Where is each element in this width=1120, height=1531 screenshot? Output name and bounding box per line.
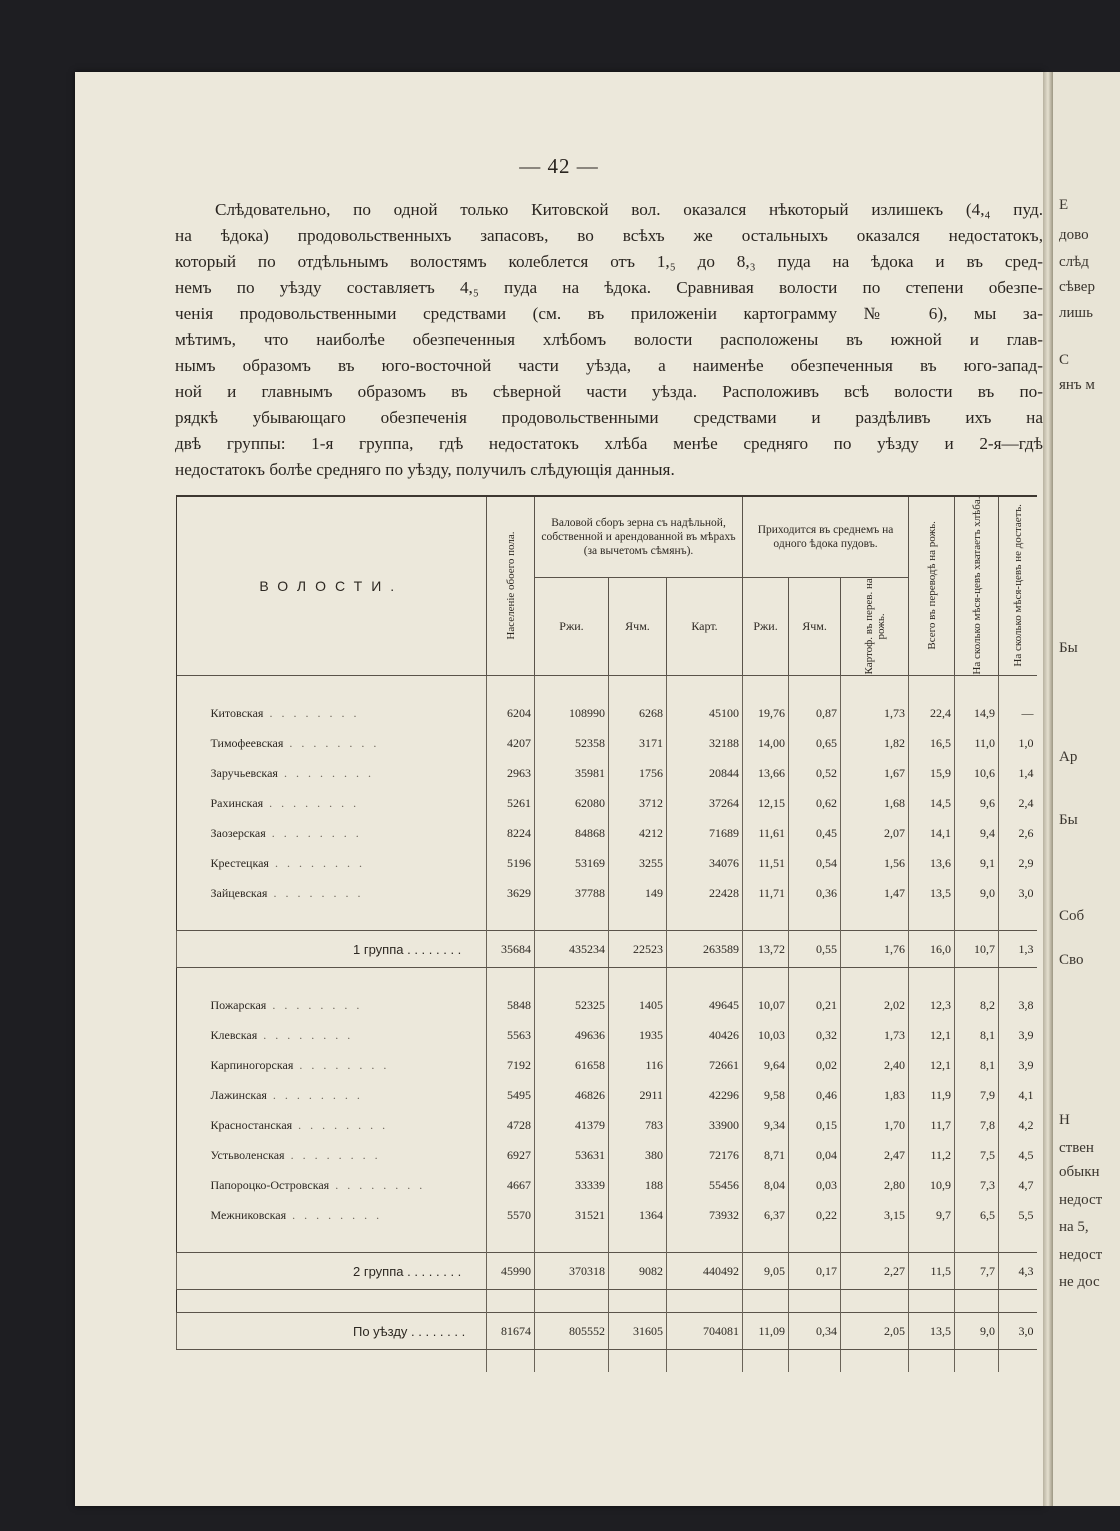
table-total-row (177, 1313, 1037, 1350)
cell-p: 1,68 (841, 788, 909, 818)
cell-t: 11,2 (909, 1140, 955, 1170)
table-row (177, 1140, 1037, 1170)
cell-s: 4,1 (999, 1080, 1037, 1110)
cell-potato: 71689 (667, 818, 743, 848)
cell-b: 0,62 (789, 788, 841, 818)
cell-t: 10,9 (909, 1170, 955, 1200)
cell-s: 1,3 (999, 931, 1037, 968)
cell-barley: 3712 (609, 788, 667, 818)
cell-barley: 149 (609, 878, 667, 908)
volost-name: 2 группа . . . . . . . . (177, 1253, 487, 1290)
cell-rye: 49636 (535, 1020, 609, 1050)
cell-p: 1,73 (841, 698, 909, 728)
cell-potato: 45100 (667, 698, 743, 728)
cell-barley: 4212 (609, 818, 667, 848)
cell-b: 0,15 (789, 1110, 841, 1140)
cell-t: 15,9 (909, 758, 955, 788)
cell-r: 11,09 (743, 1313, 789, 1350)
volost-name: Заручьевская . . . . . . . . (210, 765, 374, 780)
cell-b: 0,02 (789, 1050, 841, 1080)
cell-potato: 22428 (667, 878, 743, 908)
cell-pop: 35684 (487, 931, 535, 968)
cell-barley: 1935 (609, 1020, 667, 1050)
cell-pop: 45990 (487, 1253, 535, 1290)
volost-name: Тимофеевская . . . . . . . . (210, 735, 380, 750)
cell-barley: 188 (609, 1170, 667, 1200)
cell-potato: 263589 (667, 931, 743, 968)
cell-b: 0,45 (789, 818, 841, 848)
table-row (177, 1170, 1037, 1200)
cell-rye: 805552 (535, 1313, 609, 1350)
header-population: Населеніе обоего пола. (487, 496, 535, 676)
cell-p: 2,27 (841, 1253, 909, 1290)
spacer-row (177, 1230, 1037, 1253)
table-row (177, 990, 1037, 1020)
cell-rye: 84868 (535, 818, 609, 848)
cell-r: 9,64 (743, 1050, 789, 1080)
next-page-fragment: не дос (1059, 1274, 1100, 1290)
cell-m: 11,0 (955, 728, 999, 758)
volost-name: Клевская . . . . . . . . (210, 1027, 354, 1042)
header-potato: Карт. (667, 577, 743, 675)
cell-p: 1,56 (841, 848, 909, 878)
header-rye: Ржи. (535, 577, 609, 675)
cell-s: 4,3 (999, 1253, 1037, 1290)
cell-b: 0,32 (789, 1020, 841, 1050)
cell-r: 13,66 (743, 758, 789, 788)
cell-t: 12,1 (909, 1020, 955, 1050)
cell-pop: 81674 (487, 1313, 535, 1350)
next-page-fragment: Сво (1059, 952, 1084, 968)
cell-r: 14,00 (743, 728, 789, 758)
cell-s: 2,6 (999, 818, 1037, 848)
spacer-row (177, 676, 1037, 699)
cell-m: 6,5 (955, 1200, 999, 1230)
volost-name: Папороцко-Островская . . . . . . . . (210, 1177, 426, 1192)
table-row (177, 698, 1037, 728)
cell-p: 2,80 (841, 1170, 909, 1200)
table-row (177, 1200, 1037, 1230)
cell-b: 0,46 (789, 1080, 841, 1110)
page-number: — 42 — (519, 154, 599, 178)
cell-t: 14,5 (909, 788, 955, 818)
book-spine (1043, 72, 1053, 1506)
cell-r: 6,37 (743, 1200, 789, 1230)
cell-p: 2,05 (841, 1313, 909, 1350)
spacer-row (177, 968, 1037, 991)
volost-name: Лажинская . . . . . . . . (210, 1087, 363, 1102)
cell-potato: 704081 (667, 1313, 743, 1350)
cell-barley: 31605 (609, 1313, 667, 1350)
cell-potato: 73932 (667, 1200, 743, 1230)
header-rye-per-capita: Ржи. (743, 577, 789, 675)
cell-potato: 33900 (667, 1110, 743, 1140)
cell-b: 0,22 (789, 1200, 841, 1230)
cell-b: 0,65 (789, 728, 841, 758)
cell-b: 0,52 (789, 758, 841, 788)
cell-r: 9,34 (743, 1110, 789, 1140)
next-page-fragment: сѣвер (1059, 279, 1095, 295)
cell-r: 11,61 (743, 818, 789, 848)
cell-pop: 4207 (487, 728, 535, 758)
header-total-rye: Всего въ переводѣ на рожь. (909, 496, 955, 676)
cell-m: 8,1 (955, 1050, 999, 1080)
cell-t: 16,0 (909, 931, 955, 968)
table-row (177, 1020, 1037, 1050)
cell-s: 3,8 (999, 990, 1037, 1020)
cell-s: 2,4 (999, 788, 1037, 818)
cell-s: 5,5 (999, 1200, 1037, 1230)
cell-t: 12,3 (909, 990, 955, 1020)
next-page-fragment: Соб (1059, 908, 1085, 924)
cell-barley: 22523 (609, 931, 667, 968)
volost-name: Устьволенская . . . . . . . . (210, 1147, 381, 1162)
table-row (177, 728, 1037, 758)
cell-s: — (999, 698, 1037, 728)
spacer-row (177, 1350, 1037, 1373)
cell-b: 0,21 (789, 990, 841, 1020)
cell-b: 0,34 (789, 1313, 841, 1350)
volost-name: Китовская . . . . . . . . (210, 705, 360, 720)
cell-r: 10,07 (743, 990, 789, 1020)
paragraph-line: на ѣдока) продовольственныхъ запасовъ, во всѣхъ же остальныхъ оказался недостатокъ, (175, 226, 1043, 245)
header-barley-per-capita: Ячм. (789, 577, 841, 675)
cell-r: 10,03 (743, 1020, 789, 1050)
table-row (177, 878, 1037, 908)
cell-rye: 435234 (535, 931, 609, 968)
cell-r: 11,51 (743, 848, 789, 878)
cell-b: 0,17 (789, 1253, 841, 1290)
table-total-row (177, 1253, 1037, 1290)
cell-potato: 37264 (667, 788, 743, 818)
paragraph-line: двѣ группы: 1-я группа, гдѣ недостатокъ хлѣба менѣе средняго по уѣзду и 2-я—гдѣ (175, 434, 1043, 453)
table-row (177, 788, 1037, 818)
paragraph-line: Слѣдовательно, по одной только Китовской вол. оказался нѣкоторый излишекъ (4,₄ пуд. (215, 200, 1043, 219)
cell-m: 9,1 (955, 848, 999, 878)
cell-barley: 380 (609, 1140, 667, 1170)
volost-name: Межниковская . . . . . . . . (210, 1207, 383, 1222)
cell-m: 9,4 (955, 818, 999, 848)
cell-b: 0,55 (789, 931, 841, 968)
cell-pop: 7192 (487, 1050, 535, 1080)
cell-barley: 783 (609, 1110, 667, 1140)
cell-r: 9,05 (743, 1253, 789, 1290)
volost-name: По уѣзду . . . . . . . . (177, 1313, 487, 1350)
cell-t: 22,4 (909, 698, 955, 728)
cell-p: 3,15 (841, 1200, 909, 1230)
cell-t: 16,5 (909, 728, 955, 758)
cell-m: 7,9 (955, 1080, 999, 1110)
cell-m: 10,7 (955, 931, 999, 968)
cell-s: 3,9 (999, 1020, 1037, 1050)
cell-potato: 20844 (667, 758, 743, 788)
cell-barley: 2911 (609, 1080, 667, 1110)
cell-barley: 3171 (609, 728, 667, 758)
paragraph-line: ной и главнымъ образомъ въ сѣверной части уѣзда. Расположивъ всѣ волости въ по- (175, 382, 1043, 401)
paragraph-line: ченія продовольственными средствами (см. въ приложеніи картограмму № 6), мы за- (175, 304, 1043, 323)
header-volosti: ВОЛОСТИ. (177, 496, 487, 676)
cell-potato: 40426 (667, 1020, 743, 1050)
cell-t: 12,1 (909, 1050, 955, 1080)
cell-b: 0,36 (789, 878, 841, 908)
cell-m: 14,9 (955, 698, 999, 728)
cell-p: 2,47 (841, 1140, 909, 1170)
cell-potato: 34076 (667, 848, 743, 878)
cell-pop: 6204 (487, 698, 535, 728)
cell-s: 1,4 (999, 758, 1037, 788)
cell-r: 8,04 (743, 1170, 789, 1200)
cell-pop: 6927 (487, 1140, 535, 1170)
cell-m: 8,2 (955, 990, 999, 1020)
paragraph-line: нымъ образомъ въ юго-восточной части уѣзда, а наименѣе обезпеченныя въ юго-запад- (175, 356, 1043, 375)
spacer-row (177, 908, 1037, 931)
cell-p: 1,82 (841, 728, 909, 758)
cell-p: 1,47 (841, 878, 909, 908)
cell-s: 4,7 (999, 1170, 1037, 1200)
cell-p: 2,02 (841, 990, 909, 1020)
cell-p: 2,07 (841, 818, 909, 848)
volost-name: Рахинская . . . . . . . . (210, 795, 360, 810)
cell-rye: 35981 (535, 758, 609, 788)
volost-name: 1 группа . . . . . . . . (177, 931, 487, 968)
cell-m: 7,5 (955, 1140, 999, 1170)
cell-rye: 52358 (535, 728, 609, 758)
cell-m: 7,7 (955, 1253, 999, 1290)
cell-rye: 62080 (535, 788, 609, 818)
cell-r: 11,71 (743, 878, 789, 908)
cell-rye: 37788 (535, 878, 609, 908)
cell-m: 9,0 (955, 1313, 999, 1350)
cell-p: 1,73 (841, 1020, 909, 1050)
next-page-fragment: недост (1059, 1247, 1103, 1263)
cell-b: 0,03 (789, 1170, 841, 1200)
table-row (177, 848, 1037, 878)
next-page-fragment: Бы (1059, 812, 1078, 828)
cell-barley: 1756 (609, 758, 667, 788)
next-page-fragment: дово (1059, 227, 1089, 243)
cell-pop: 8224 (487, 818, 535, 848)
volost-name: Карпиногорская . . . . . . . . (210, 1057, 390, 1072)
cell-pop: 5261 (487, 788, 535, 818)
table-row (177, 1050, 1037, 1080)
cell-s: 3,9 (999, 1050, 1037, 1080)
paragraph-line: рядкѣ убывающаго обезпеченія продовольственными средствами и раздѣливъ ихъ на (175, 408, 1043, 427)
body-paragraph (175, 197, 1043, 483)
grain-stats-table (176, 495, 1037, 1372)
cell-t: 11,5 (909, 1253, 955, 1290)
header-potato-as-rye: Картоф. въ перев. на рожь. (841, 577, 909, 675)
cell-pop: 2963 (487, 758, 535, 788)
cell-p: 1,83 (841, 1080, 909, 1110)
cell-s: 2,9 (999, 848, 1037, 878)
next-page-fragment: лишь (1059, 305, 1093, 321)
cell-p: 1,76 (841, 931, 909, 968)
cell-r: 9,58 (743, 1080, 789, 1110)
cell-pop: 5563 (487, 1020, 535, 1050)
cell-pop: 4728 (487, 1110, 535, 1140)
cell-potato: 55456 (667, 1170, 743, 1200)
paragraph-line: немъ по уѣзду составляетъ 4,₅ пуда на ѣдока. Сравнивая волости по степени обезпе- (175, 278, 1043, 297)
header-per-capita: Приходится въ среднемъ на одного ѣдока пудовъ. (743, 496, 909, 577)
cell-rye: 53169 (535, 848, 609, 878)
cell-potato: 49645 (667, 990, 743, 1020)
cell-barley: 116 (609, 1050, 667, 1080)
cell-rye: 370318 (535, 1253, 609, 1290)
cell-s: 3,0 (999, 1313, 1037, 1350)
cell-m: 10,6 (955, 758, 999, 788)
paragraph-line: недостатокъ болѣе средняго по уѣзду, получилъ слѣдующія данныя. (175, 460, 675, 479)
cell-t: 13,6 (909, 848, 955, 878)
next-page-fragment: С (1059, 352, 1070, 368)
cell-barley: 1405 (609, 990, 667, 1020)
cell-b: 0,54 (789, 848, 841, 878)
cell-rye: 33339 (535, 1170, 609, 1200)
volost-name: Заозерская . . . . . . . . (210, 825, 362, 840)
cell-s: 4,5 (999, 1140, 1037, 1170)
cell-potato: 42296 (667, 1080, 743, 1110)
cell-b: 0,87 (789, 698, 841, 728)
cell-potato: 32188 (667, 728, 743, 758)
cell-m: 7,8 (955, 1110, 999, 1140)
next-page-fragment: янъ м (1059, 377, 1095, 393)
cell-pop: 5848 (487, 990, 535, 1020)
cell-s: 1,0 (999, 728, 1037, 758)
cell-r: 8,71 (743, 1140, 789, 1170)
next-page-fragment: слѣд (1059, 254, 1089, 270)
cell-pop: 5570 (487, 1200, 535, 1230)
next-page-fragment: Е (1059, 197, 1069, 213)
cell-potato: 72661 (667, 1050, 743, 1080)
next-page-fragment: обыкн (1059, 1164, 1100, 1180)
paragraph-line: который по отдѣльнымъ волостямъ колеблется отъ 1,₅ до 8,₃ пуда на ѣдока и въ сред- (175, 252, 1043, 271)
cell-s: 4,2 (999, 1110, 1037, 1140)
cell-t: 9,7 (909, 1200, 955, 1230)
cell-potato: 72176 (667, 1140, 743, 1170)
cell-rye: 53631 (535, 1140, 609, 1170)
cell-b: 0,04 (789, 1140, 841, 1170)
cell-rye: 61658 (535, 1050, 609, 1080)
next-page-fragment: ствен (1059, 1140, 1094, 1156)
cell-t: 11,9 (909, 1080, 955, 1110)
cell-rye: 46826 (535, 1080, 609, 1110)
cell-m: 9,0 (955, 878, 999, 908)
cell-t: 13,5 (909, 1313, 955, 1350)
cell-pop: 5495 (487, 1080, 535, 1110)
cell-barley: 1364 (609, 1200, 667, 1230)
cell-p: 1,67 (841, 758, 909, 788)
volost-name: Пожарская . . . . . . . . (210, 997, 363, 1012)
next-page-fragment: на 5, (1059, 1219, 1089, 1235)
next-page-fragment: Бы (1059, 640, 1078, 656)
cell-pop: 4667 (487, 1170, 535, 1200)
table-row (177, 1110, 1037, 1140)
volost-name: Крестецкая . . . . . . . . (210, 855, 365, 870)
cell-r: 19,76 (743, 698, 789, 728)
cell-rye: 52325 (535, 990, 609, 1020)
table-row (177, 818, 1037, 848)
cell-p: 1,70 (841, 1110, 909, 1140)
cell-m: 9,6 (955, 788, 999, 818)
cell-rye: 41379 (535, 1110, 609, 1140)
next-page-fragment: Ар (1059, 749, 1078, 765)
header-months-short: На сколько мѣся-цевъ не достаетъ. (999, 496, 1037, 676)
cell-p: 2,40 (841, 1050, 909, 1080)
header-barley: Ячм. (609, 577, 667, 675)
volost-name: Красностанская . . . . . . . . (210, 1117, 389, 1132)
cell-pop: 5196 (487, 848, 535, 878)
cell-barley: 9082 (609, 1253, 667, 1290)
cell-barley: 3255 (609, 848, 667, 878)
cell-t: 14,1 (909, 818, 955, 848)
next-page-fragment: недост (1059, 1192, 1103, 1208)
cell-rye: 31521 (535, 1200, 609, 1230)
cell-r: 13,72 (743, 931, 789, 968)
cell-m: 8,1 (955, 1020, 999, 1050)
paragraph-line: мѣтимъ, что наиболѣе обезпеченныя хлѣбомъ волости расположены въ южной и глав- (175, 330, 1043, 349)
cell-pop: 3629 (487, 878, 535, 908)
cell-barley: 6268 (609, 698, 667, 728)
next-page-fragment: Н (1059, 1112, 1070, 1128)
header-months-enough: На сколько мѣся-цевъ хватаетъ хлѣба. (955, 496, 999, 676)
cell-s: 3,0 (999, 878, 1037, 908)
cell-r: 12,15 (743, 788, 789, 818)
header-gross-yield: Валовой сборъ зерна съ надѣльной, собственной и арендованной въ мѣрахъ (за вычетомъ сѣмянъ). (535, 496, 743, 577)
table-row (177, 1080, 1037, 1110)
spacer-row (177, 1290, 1037, 1313)
cell-m: 7,3 (955, 1170, 999, 1200)
table-total-row (177, 931, 1037, 968)
cell-potato: 440492 (667, 1253, 743, 1290)
cell-t: 11,7 (909, 1110, 955, 1140)
table-row (177, 758, 1037, 788)
cell-rye: 108990 (535, 698, 609, 728)
cell-t: 13,5 (909, 878, 955, 908)
volost-name: Зайцевская . . . . . . . . (210, 885, 364, 900)
next-page-edge (1053, 72, 1120, 1506)
